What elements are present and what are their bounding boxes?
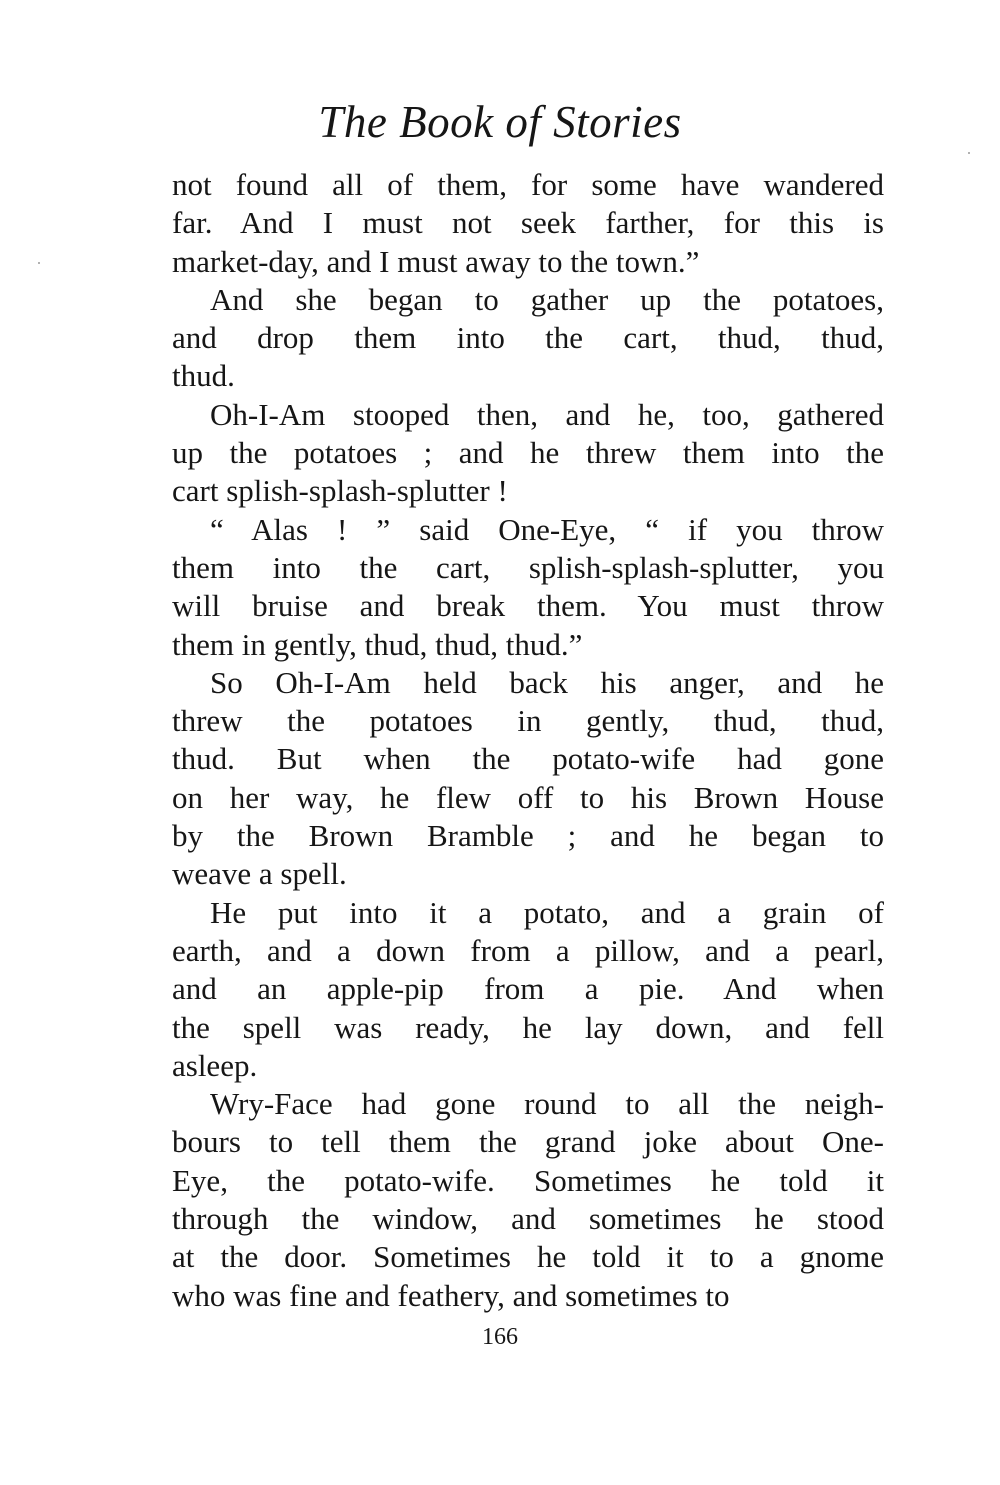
scan-speck	[38, 262, 40, 264]
text-line: them in gently, thud, thud, thud.”	[172, 626, 583, 662]
text-line: and an apple-pip from a pie. And when	[172, 971, 884, 1007]
text-line: them into the cart, splish-splash-splutter, you	[172, 549, 884, 585]
paragraph	[172, 166, 884, 281]
text-line: And she began to gather up the potatoes,	[210, 281, 884, 317]
text-line: So Oh-I-Am held back his anger, and he	[210, 664, 884, 700]
running-head: The Book of Stories	[318, 97, 682, 147]
scan-speck	[968, 152, 970, 154]
paragraph	[172, 511, 884, 664]
text-line: up the potatoes ; and he threw them into the	[172, 435, 884, 471]
text-line: cart splish-splash-splutter !	[172, 473, 508, 509]
text-line: on her way, he flew off to his Brown House	[172, 779, 884, 815]
body-text	[172, 166, 884, 1315]
text-line: “ Alas ! ” said One-Eye, “ if you throw	[210, 511, 884, 547]
text-line: not found all of them, for some have wandered	[172, 167, 884, 202]
text-line: through the window, and sometimes he stood	[172, 1201, 884, 1237]
paragraph	[172, 1085, 884, 1315]
text-line: weave a spell.	[172, 856, 347, 892]
text-line: who was fine and feathery, and sometimes to	[172, 1277, 730, 1313]
text-line: and drop them into the cart, thud, thud,	[172, 320, 884, 356]
text-line: He put into it a potato, and a grain of	[210, 894, 884, 930]
text-line: by the Brown Bramble ; and he began to	[172, 818, 884, 854]
text-line: threw the potatoes in gently, thud, thud,	[172, 703, 884, 739]
paragraph	[172, 281, 884, 396]
text-line: will bruise and break them. You must throw	[172, 588, 884, 624]
text-line: at the door. Sometimes he told it to a gnome	[172, 1239, 884, 1275]
paragraph	[172, 894, 884, 1085]
text-line: Wry-Face had gone round to all the neigh-	[210, 1086, 884, 1122]
text-line: earth, and a down from a pillow, and a pearl,	[172, 932, 884, 968]
text-line: market-day, and I must away to the town.”	[172, 243, 700, 279]
text-line: the spell was ready, he lay down, and fell	[172, 1009, 884, 1045]
text-line: far. And I must not seek farther, for this is	[172, 205, 884, 241]
text-line: thud. But when the potato-wife had gone	[172, 741, 884, 777]
text-line: Eye, the potato-wife. Sometimes he told it	[172, 1162, 884, 1198]
text-line: bours to tell them the grand joke about One-	[172, 1124, 884, 1160]
text-line: Oh-I-Am stooped then, and he, too, gathered	[210, 396, 884, 432]
text-line: thud.	[172, 358, 235, 394]
text-line: asleep.	[172, 1047, 258, 1083]
page-number: 166	[482, 1324, 518, 1350]
paragraph	[172, 396, 884, 511]
paragraph	[172, 664, 884, 894]
